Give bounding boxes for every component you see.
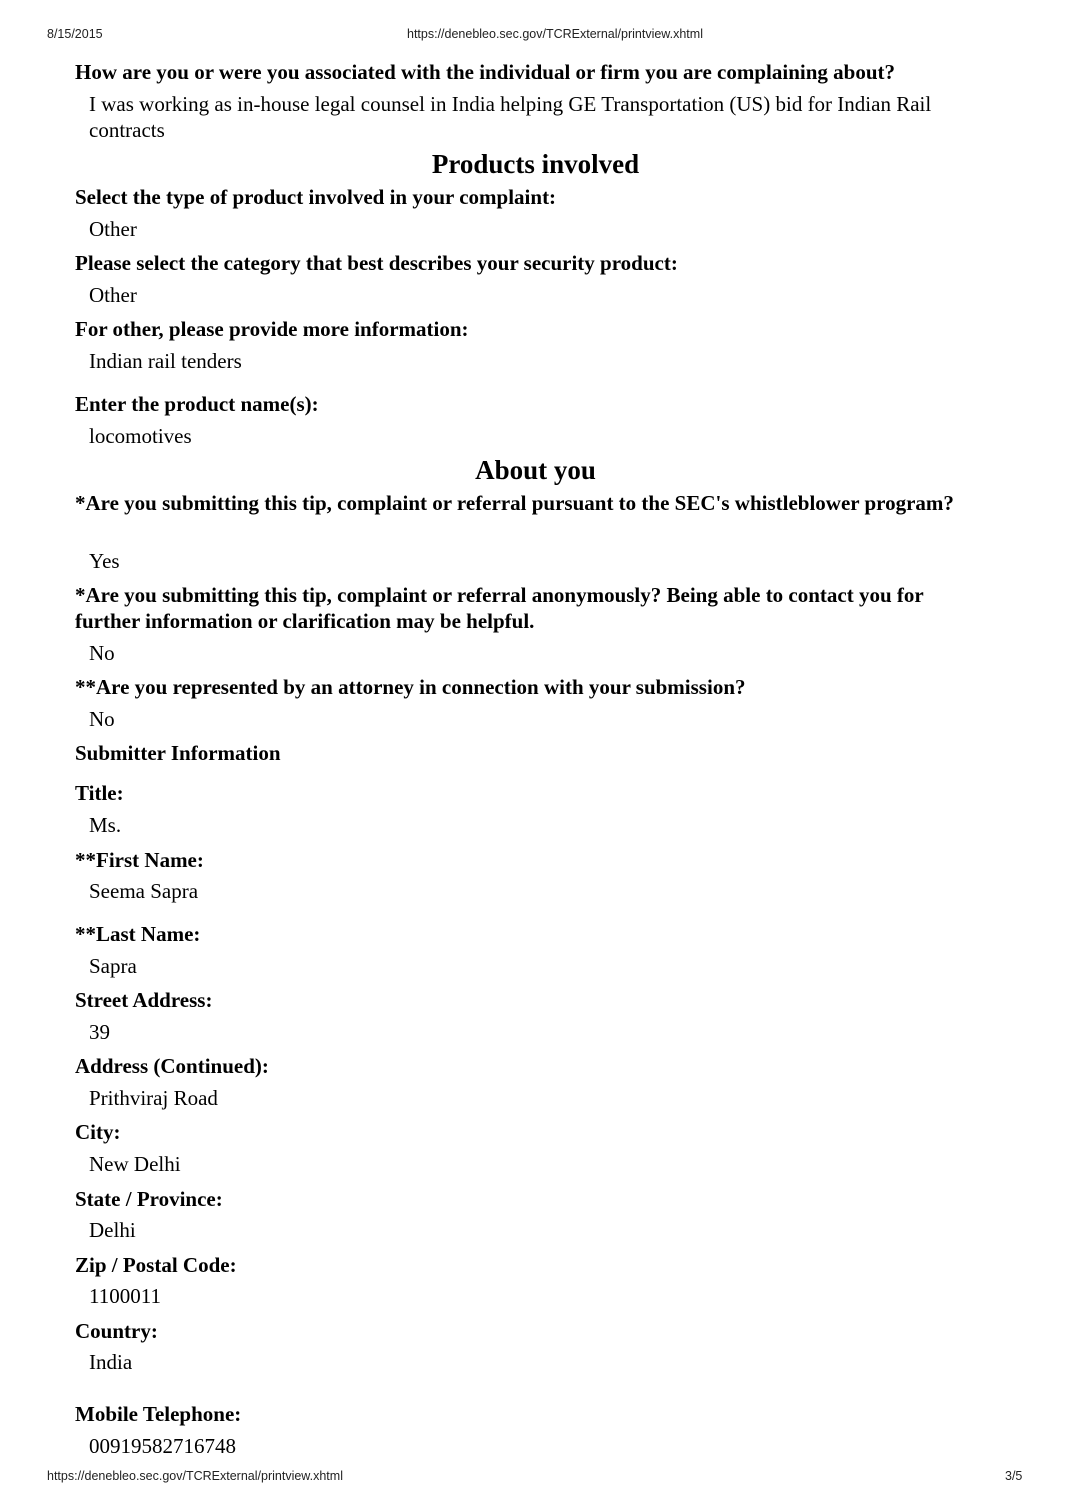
product-other-question: For other, please provide more information: [75,317,469,341]
zip-value: 1100011 [89,1284,161,1308]
address-continued-label: Address (Continued): [75,1054,269,1078]
print-date: 8/15/2015 [47,27,103,41]
anonymous-question: *Are you submitting this tip, complaint or referral anonymously? Being able to contact you for further information or clarification may be helpful. [75,583,924,633]
last-name-value: Sapra [89,954,137,978]
about-heading: About you [475,455,596,485]
page-number: 3/5 [1005,1469,1023,1483]
country-value: India [89,1350,133,1374]
product-other-answer: Indian rail tenders [89,349,242,373]
state-label: State / Province: [75,1187,223,1211]
last-name-label: **Last Name: [75,922,201,946]
street-address-label: Street Address: [75,988,213,1012]
mobile-telephone-value: 00919582716748 [89,1434,236,1458]
association-question: How are you or were you associated with the individual or firm you are complaining about? [75,60,896,84]
street-address-value: 39 [89,1020,110,1044]
product-name-question: Enter the product name(s): [75,392,319,416]
attorney-answer: No [89,707,115,731]
submitter-info-heading: Submitter Information [75,741,281,765]
address-continued-value: Prithviraj Road [89,1086,218,1110]
whistleblower-question: *Are you submitting this tip, complaint or referral pursuant to the SEC's whistleblower program? [75,491,954,515]
product-category-question: Please select the category that best describes your security product: [75,251,678,275]
first-name-label: **First Name: [75,848,204,872]
header-url: https://denebleo.sec.gov/TCRExternal/printview.xhtml [407,27,703,41]
association-answer: I was working as in-house legal counsel in India helping GE Transportation (US) bid for Indian Rail contracts [89,92,932,142]
products-heading: Products involved [431,149,640,179]
state-value: Delhi [89,1218,136,1242]
product-name-answer: locomotives [89,424,192,448]
zip-label: Zip / Postal Code: [75,1253,237,1277]
product-type-answer: Other [89,217,137,241]
footer-url: https://denebleo.sec.gov/TCRExternal/printview.xhtml [47,1469,343,1483]
city-value: New Delhi [89,1152,181,1176]
first-name-value: Seema Sapra [89,879,199,903]
product-type-question: Select the type of product involved in your complaint: [75,185,557,209]
country-label: Country: [75,1319,158,1343]
city-label: City: [75,1120,121,1144]
attorney-question: **Are you represented by an attorney in connection with your submission? [75,675,746,699]
title-value: Ms. [89,813,122,837]
mobile-telephone-label: Mobile Telephone: [75,1402,242,1426]
title-label: Title: [75,781,124,805]
product-category-answer: Other [89,283,137,307]
whistleblower-answer: Yes [89,549,120,573]
anonymous-answer: No [89,641,115,665]
